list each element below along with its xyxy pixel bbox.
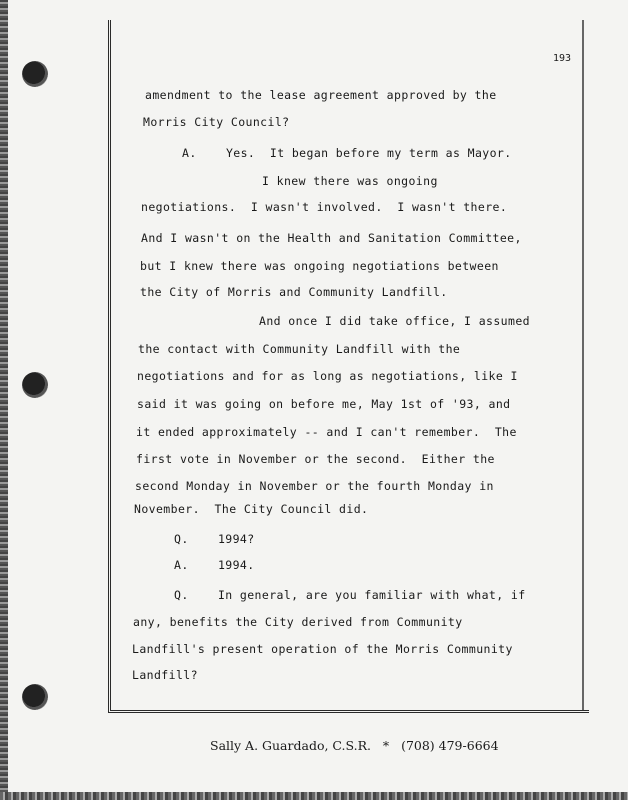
transcript-line: A. Yes. It began before my term as Mayor. — [182, 146, 512, 160]
transcript-line: Landfill? — [132, 668, 198, 682]
punch-hole — [22, 684, 48, 710]
transcript-line: A. 1994. — [174, 558, 255, 572]
transcript-line: And once I did take office, I assumed — [259, 314, 530, 328]
transcript-line: And I wasn't on the Health and Sanitation Committee, — [141, 231, 522, 245]
transcript-frame-right-rule — [582, 20, 584, 710]
transcript-line: it ended approximately -- and I can't remember. The — [136, 425, 517, 439]
transcript-line: the City of Morris and Community Landfill. — [140, 285, 448, 299]
transcript-line: Morris City Council? — [143, 115, 290, 129]
transcript-line: first vote in November or the second. Either the — [136, 452, 495, 466]
transcript-line: Landfill's present operation of the Morris Community — [132, 642, 513, 656]
transcript-line: I knew there was ongoing — [262, 174, 438, 188]
transcript-line: said it was going on before me, May 1st of '93, and — [137, 397, 511, 411]
punch-hole — [22, 372, 48, 398]
transcript-line: Q. In general, are you familiar with what, if — [174, 588, 526, 602]
transcript-line: Q. 1994? — [174, 532, 255, 546]
transcript-line: but I knew there was ongoing negotiations between — [140, 259, 499, 273]
transcript-line: negotiations and for as long as negotiations, like I — [137, 369, 518, 383]
page-number: 193 — [553, 53, 572, 64]
punch-hole — [22, 61, 48, 87]
transcript-line: negotiations. I wasn't involved. I wasn't there. — [141, 200, 508, 214]
transcript-line: the contact with Community Landfill with the — [138, 342, 461, 356]
transcript-line: any, benefits the City derived from Community — [133, 615, 463, 629]
reporter-footer: Sally A. Guardado, C.S.R. * (708) 479-6664 — [210, 738, 499, 753]
transcript-line: November. The City Council did. — [134, 502, 369, 516]
scan-left-edge — [0, 0, 8, 800]
scan-bottom-edge — [0, 792, 628, 800]
transcript-line: second Monday in November or the fourth Monday in — [135, 479, 494, 493]
transcript-line: amendment to the lease agreement approved by the — [145, 88, 497, 102]
